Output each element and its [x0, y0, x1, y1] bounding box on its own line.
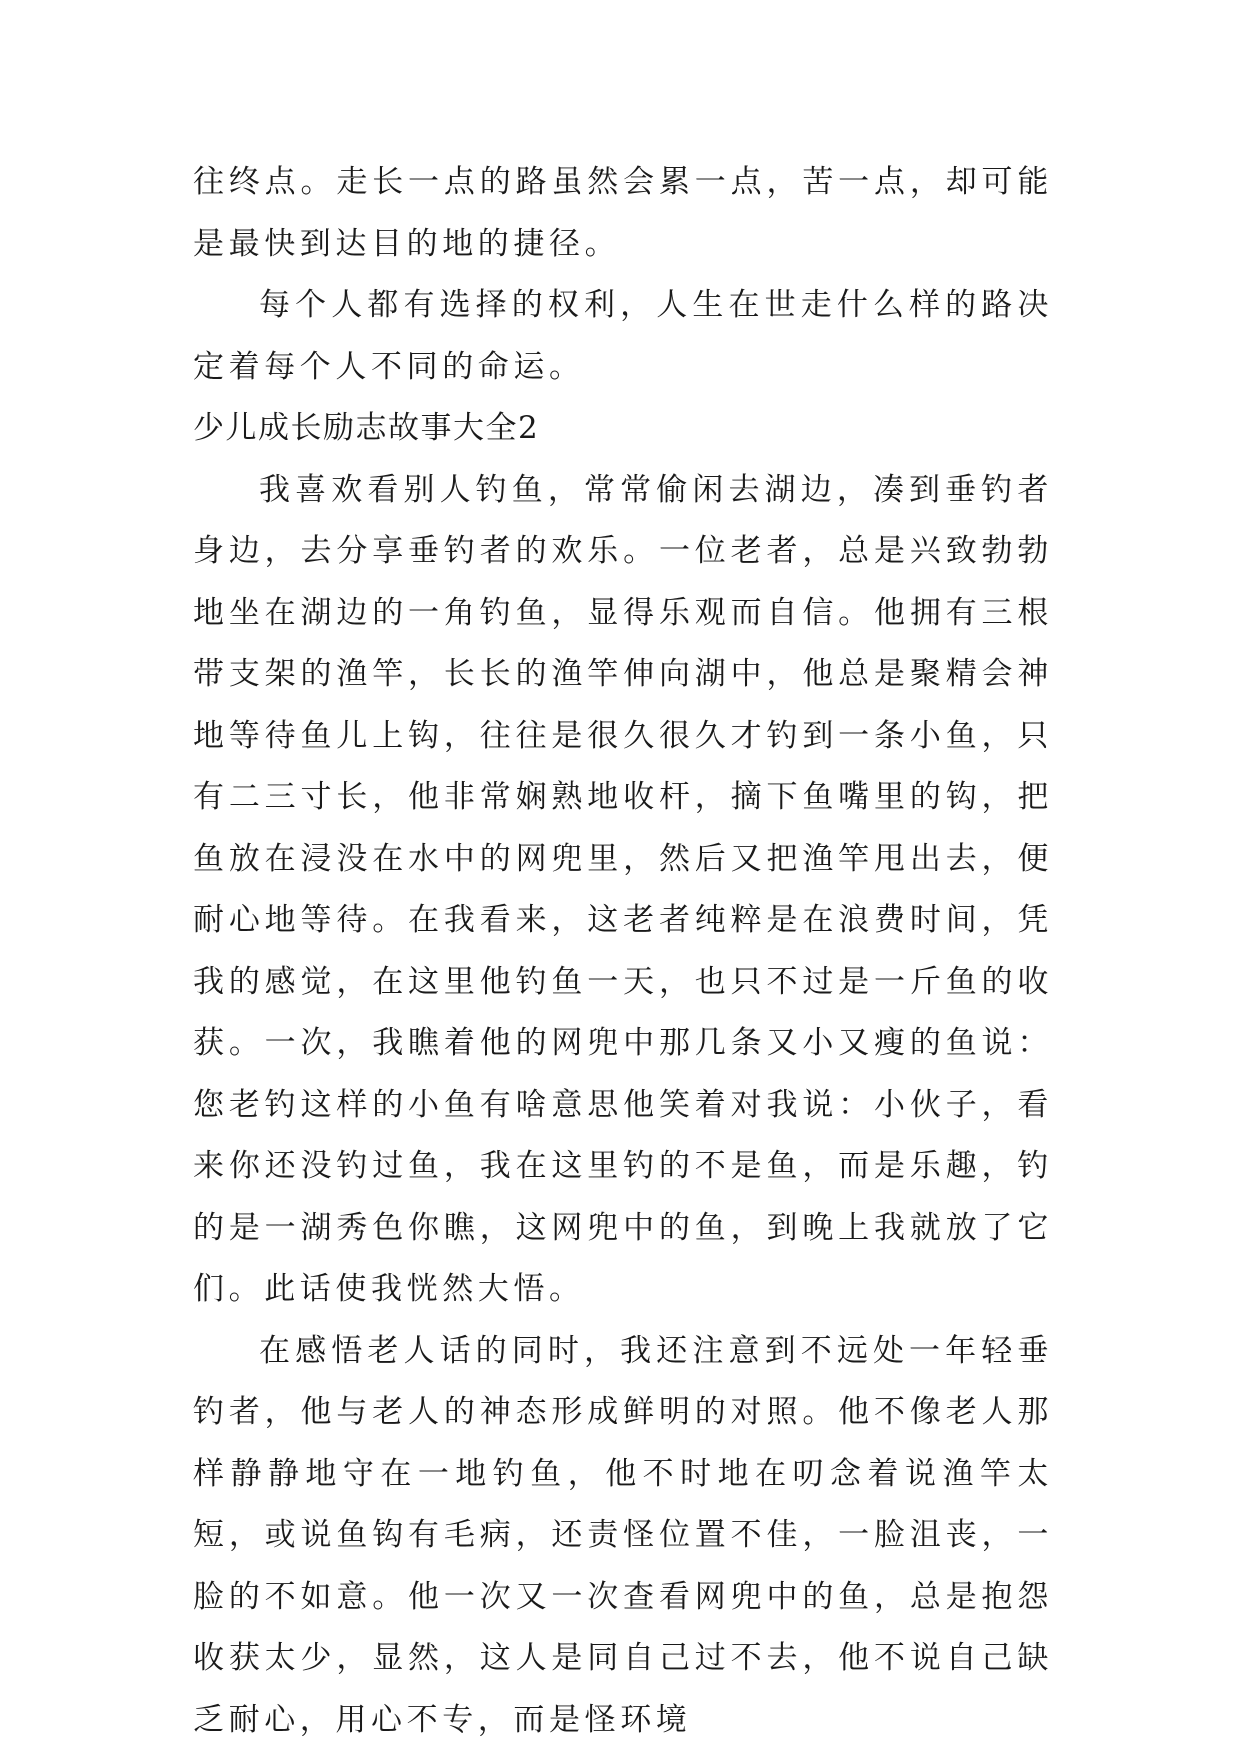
- paragraph-choice: 每个人都有选择的权利，人生在世走什么样的路决定着每个人不同的命运。: [193, 287, 1053, 385]
- paragraph-young-fisher: 在感悟老人话的同时，我还注意到不远处一年轻垂钓者，他与老人的神态形成鲜明的对照。他不像老人那样静静地守在一地钓鱼，他不时地在叨念着说渔竿太短，或说鱼钩有毛病，还责怪位置不佳，一脸沮丧，一脸的不如意。他一次又一次查看网兜中的鱼，总是抱怨收获太少，显然，这人是同自己过不去，他不说自己缺乏耐心，用心不专，而是怪环境: [193, 1332, 1053, 1738]
- paragraph-fishing-elder: 我喜欢看别人钓鱼，常常偷闲去湖边，凑到垂钓者身边，去分享垂钓者的欢乐。一位老者，总是兴致勃勃地坐在湖边的一角钓鱼，显得乐观而自信。他拥有三根带支架的渔竿，长长的渔竿伸向湖中，他总是聚精会神地等待鱼儿上钩，往往是很久很久才钓到一条小鱼，只有二三寸长，他非常娴熟地收杆，摘下鱼嘴里的钩，把鱼放在浸没在水中的网兜里，然后又把渔竿甩出去，便耐心地等待。在我看来，这老者纯粹是在浪费时间，凭我的感觉，在这里他钓鱼一天，也只不过是一斤鱼的收获。一次，我瞧着他的网兜中那几条又小又瘦的鱼说：您老钓这样的小鱼有啥意思他笑着对我说：小伙子，看来你还没钓过鱼，我在这里钓的不是鱼，而是乐趣，钓的是一湖秀色你瞧，这网兜中的鱼，到晚上我就放了它们。此话使我恍然大悟。: [193, 471, 1053, 1307]
- document-page: [193, 152, 1053, 1751]
- paragraph-continued: 往终点。走长一点的路虽然会累一点，苦一点，却可能是最快到达目的地的捷径。: [193, 164, 1053, 262]
- section-title: 少儿成长励志故事大全2: [193, 410, 540, 446]
